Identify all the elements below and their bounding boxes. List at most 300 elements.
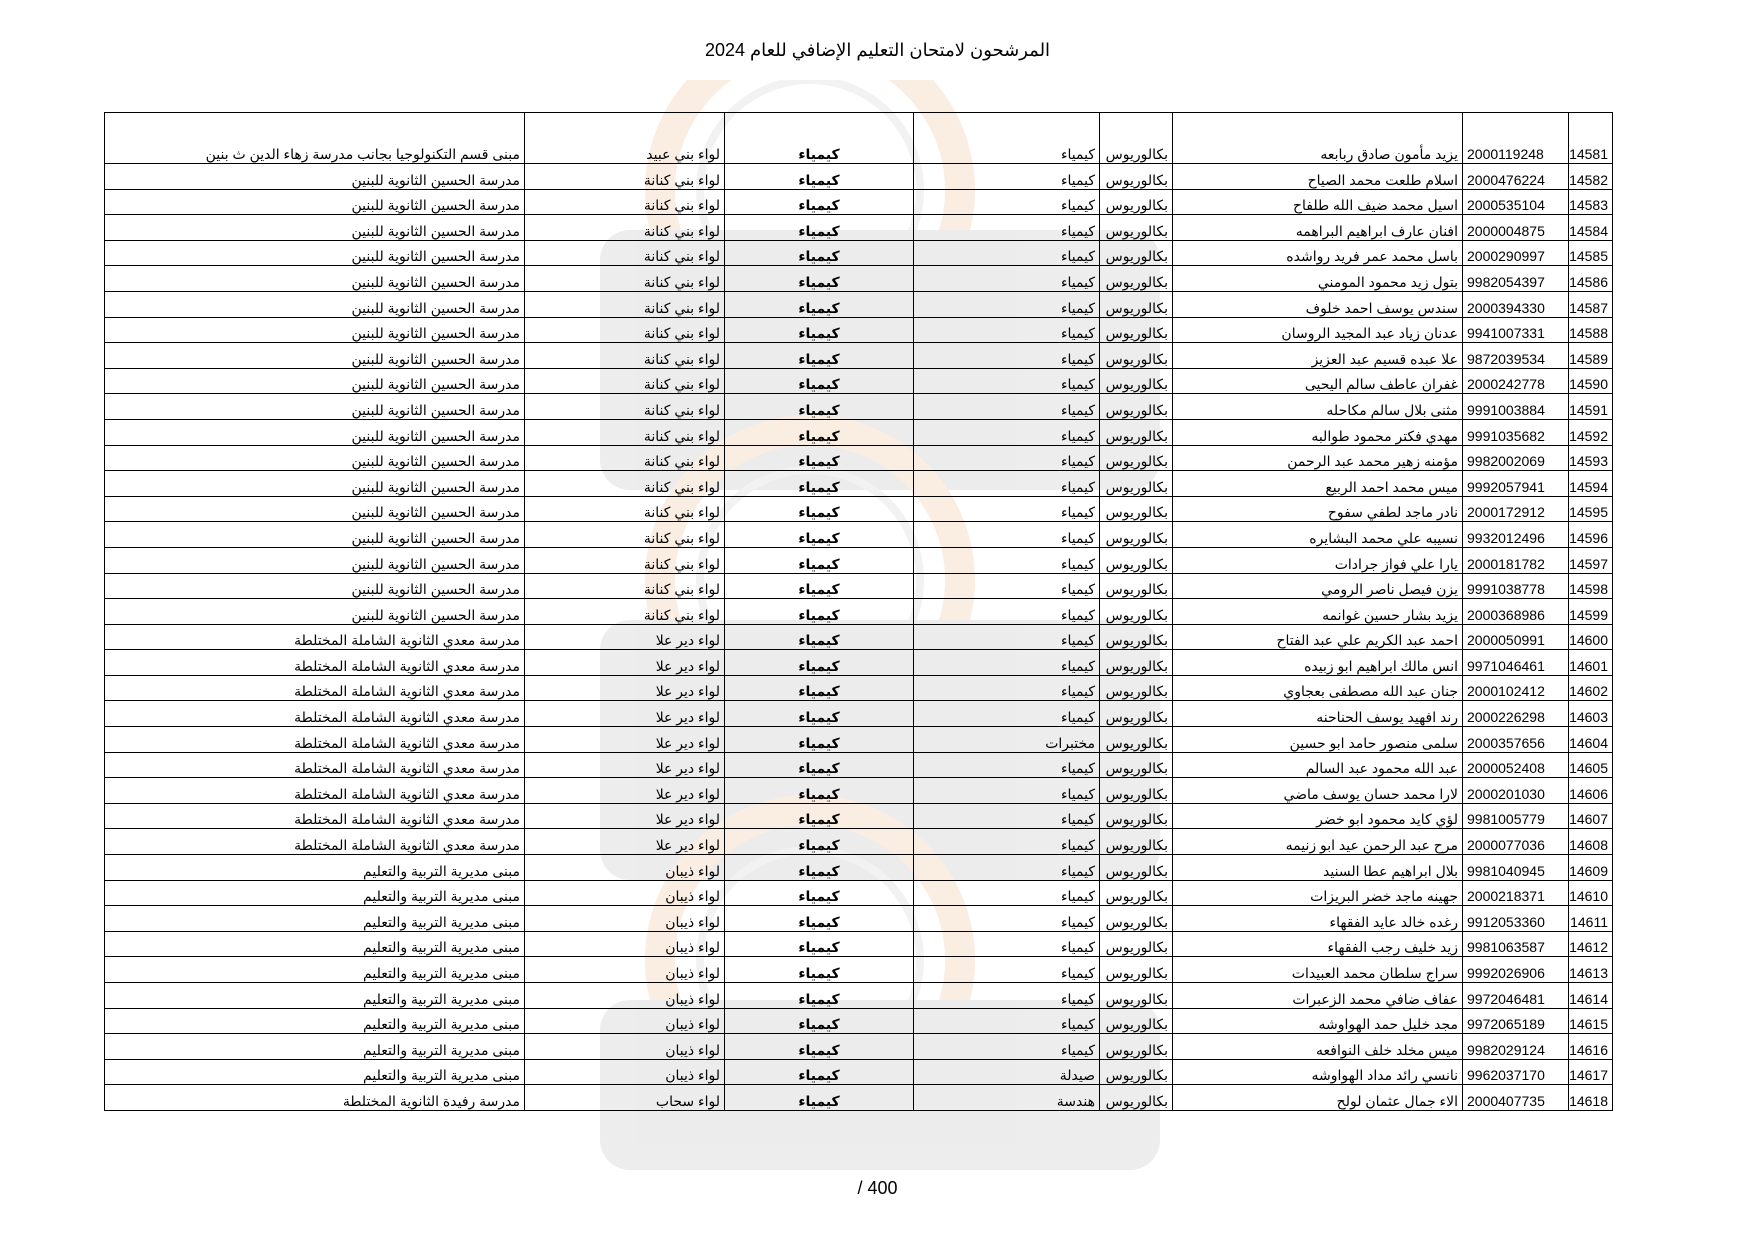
degree-cell: بكالوريوس xyxy=(1100,1059,1173,1085)
district-cell: لواء بني كنانة xyxy=(525,445,725,471)
specialization-cell: كيمياء xyxy=(914,471,1100,497)
name-cell: مثنى بلال سالم مكاحله xyxy=(1173,394,1463,420)
exam-hall-cell: مدرسة الحسين الثانوية للبنين xyxy=(105,471,525,497)
specialization-cell: كيمياء xyxy=(914,624,1100,650)
specialization-cell: كيمياء xyxy=(914,445,1100,471)
national-id-cell: 9982002069 xyxy=(1463,445,1569,471)
subject-cell: كيمياء xyxy=(725,368,914,394)
exam-hall-cell: مدرسة معدي الثانوية الشاملة المختلطة xyxy=(105,701,525,727)
table-row xyxy=(105,624,1613,650)
specialization-cell: كيمياء xyxy=(914,1008,1100,1034)
district-cell: لواء بني كنانة xyxy=(525,394,725,420)
name-cell: يزيد مأمون صادق ربابعه xyxy=(1173,113,1463,164)
subject-cell: كيمياء xyxy=(725,599,914,625)
subject-cell: كيمياء xyxy=(725,189,914,215)
table-row xyxy=(105,445,1613,471)
table-row xyxy=(105,368,1613,394)
national-id-cell: 2000535104 xyxy=(1463,189,1569,215)
degree-cell: بكالوريوس xyxy=(1100,419,1173,445)
subject-cell: كيمياء xyxy=(725,164,914,190)
name-cell: عبد الله محمود عبد السالم xyxy=(1173,752,1463,778)
degree-cell: بكالوريوس xyxy=(1100,778,1173,804)
name-cell: جهينه ماجد خضر البريزات xyxy=(1173,880,1463,906)
seq-cell: 14597 xyxy=(1569,547,1613,573)
table-row xyxy=(105,573,1613,599)
name-cell: عفاف ضافي محمد الزعبرات xyxy=(1173,983,1463,1009)
subject-cell: كيمياء xyxy=(725,547,914,573)
specialization-cell: كيمياء xyxy=(914,240,1100,266)
national-id-cell: 9992026906 xyxy=(1463,957,1569,983)
specialization-cell: كيمياء xyxy=(914,880,1100,906)
table-row xyxy=(105,419,1613,445)
table-row xyxy=(105,113,1613,164)
national-id-cell: 2000052408 xyxy=(1463,752,1569,778)
exam-hall-cell: مدرسة معدي الثانوية الشاملة المختلطة xyxy=(105,803,525,829)
national-id-cell: 2000476224 xyxy=(1463,164,1569,190)
table-row xyxy=(105,496,1613,522)
table-row xyxy=(105,1059,1613,1085)
seq-cell: 14616 xyxy=(1569,1034,1613,1060)
district-cell: لواء بني كنانة xyxy=(525,599,725,625)
seq-cell: 14605 xyxy=(1569,752,1613,778)
specialization-cell: صيدلة xyxy=(914,1059,1100,1085)
degree-cell: بكالوريوس xyxy=(1100,164,1173,190)
specialization-cell: كيمياء xyxy=(914,650,1100,676)
subject-cell: كيمياء xyxy=(725,650,914,676)
degree-cell: بكالوريوس xyxy=(1100,1008,1173,1034)
seq-cell: 14609 xyxy=(1569,855,1613,881)
national-id-cell: 9991003884 xyxy=(1463,394,1569,420)
specialization-cell: هندسة xyxy=(914,1085,1100,1111)
district-cell: لواء ذيبان xyxy=(525,983,725,1009)
district-cell: لواء ذيبان xyxy=(525,1034,725,1060)
subject-cell: كيمياء xyxy=(725,829,914,855)
table-row xyxy=(105,547,1613,573)
district-cell: لواء بني كنانة xyxy=(525,266,725,292)
national-id-cell: 2000242778 xyxy=(1463,368,1569,394)
specialization-cell: كيمياء xyxy=(914,368,1100,394)
seq-cell: 14589 xyxy=(1569,343,1613,369)
national-id-cell: 9992057941 xyxy=(1463,471,1569,497)
national-id-cell: 9872039534 xyxy=(1463,343,1569,369)
exam-hall-cell: مبنى مديرية التربية والتعليم xyxy=(105,1008,525,1034)
subject-cell: كيمياء xyxy=(725,803,914,829)
specialization-cell: كيمياء xyxy=(914,906,1100,932)
name-cell: باسل محمد عمر فريد رواشده xyxy=(1173,240,1463,266)
degree-cell: بكالوريوس xyxy=(1100,496,1173,522)
seq-cell: 14590 xyxy=(1569,368,1613,394)
national-id-cell: 2000119248 xyxy=(1463,113,1569,164)
name-cell: جنان عبد الله مصطفى بعجاوي xyxy=(1173,675,1463,701)
national-id-cell: 9962037170 xyxy=(1463,1059,1569,1085)
district-cell: لواء بني كنانة xyxy=(525,496,725,522)
exam-hall-cell: مدرسة معدي الثانوية الشاملة المختلطة xyxy=(105,727,525,753)
table-row xyxy=(105,752,1613,778)
name-cell: احمد عبد الكريم علي عبد الفتاح xyxy=(1173,624,1463,650)
exam-hall-cell: مبنى مديرية التربية والتعليم xyxy=(105,957,525,983)
exam-hall-cell: مبنى مديرية التربية والتعليم xyxy=(105,855,525,881)
table-row xyxy=(105,829,1613,855)
exam-hall-cell: مدرسة معدي الثانوية الشاملة المختلطة xyxy=(105,778,525,804)
degree-cell: بكالوريوس xyxy=(1100,803,1173,829)
name-cell: مؤمنه زهير محمد عبد الرحمن xyxy=(1173,445,1463,471)
specialization-cell: كيمياء xyxy=(914,113,1100,164)
degree-cell: بكالوريوس xyxy=(1100,650,1173,676)
national-id-cell: 2000172912 xyxy=(1463,496,1569,522)
degree-cell: بكالوريوس xyxy=(1100,931,1173,957)
national-id-cell: 9972046481 xyxy=(1463,983,1569,1009)
degree-cell: بكالوريوس xyxy=(1100,215,1173,241)
district-cell: لواء سحاب xyxy=(525,1085,725,1111)
degree-cell: بكالوريوس xyxy=(1100,547,1173,573)
national-id-cell: 9972065189 xyxy=(1463,1008,1569,1034)
specialization-cell: كيمياء xyxy=(914,855,1100,881)
name-cell: مهدي فكتر محمود طوالبه xyxy=(1173,419,1463,445)
national-id-cell: 2000201030 xyxy=(1463,778,1569,804)
degree-cell: بكالوريوس xyxy=(1100,727,1173,753)
district-cell: لواء دير علا xyxy=(525,778,725,804)
subject-cell: كيمياء xyxy=(725,240,914,266)
seq-cell: 14598 xyxy=(1569,573,1613,599)
exam-hall-cell: مدرسة الحسين الثانوية للبنين xyxy=(105,317,525,343)
exam-hall-cell: مدرسة معدي الثانوية الشاملة المختلطة xyxy=(105,829,525,855)
name-cell: سندس يوسف احمد خلوف xyxy=(1173,291,1463,317)
seq-cell: 14615 xyxy=(1569,1008,1613,1034)
name-cell: الاء جمال عثمان لولح xyxy=(1173,1085,1463,1111)
national-id-cell: 9981063587 xyxy=(1463,931,1569,957)
exam-hall-cell: مبنى مديرية التربية والتعليم xyxy=(105,1059,525,1085)
subject-cell: كيمياء xyxy=(725,343,914,369)
degree-cell: بكالوريوس xyxy=(1100,266,1173,292)
subject-cell: كيمياء xyxy=(725,419,914,445)
seq-cell: 14604 xyxy=(1569,727,1613,753)
name-cell: بتول زيد محمود المومني xyxy=(1173,266,1463,292)
degree-cell: بكالوريوس xyxy=(1100,1034,1173,1060)
table-row xyxy=(105,164,1613,190)
name-cell: زيد خليف رجب الفقهاء xyxy=(1173,931,1463,957)
specialization-cell: كيمياء xyxy=(914,829,1100,855)
name-cell: علا عبده قسيم عبد العزيز xyxy=(1173,343,1463,369)
seq-cell: 14595 xyxy=(1569,496,1613,522)
name-cell: ميس مخلد خلف النوافعه xyxy=(1173,1034,1463,1060)
national-id-cell: 2000218371 xyxy=(1463,880,1569,906)
seq-cell: 14613 xyxy=(1569,957,1613,983)
national-id-cell: 2000407735 xyxy=(1463,1085,1569,1111)
specialization-cell: كيمياء xyxy=(914,266,1100,292)
district-cell: لواء ذيبان xyxy=(525,855,725,881)
name-cell: نسيبه علي محمد البشايره xyxy=(1173,522,1463,548)
name-cell: مرح عبد الرحمن عيد ابو زنيمه xyxy=(1173,829,1463,855)
candidates-table xyxy=(104,112,1613,1111)
subject-cell: كيمياء xyxy=(725,317,914,343)
district-cell: لواء دير علا xyxy=(525,803,725,829)
seq-cell: 14607 xyxy=(1569,803,1613,829)
name-cell: ميس محمد احمد الربيع xyxy=(1173,471,1463,497)
degree-cell: بكالوريوس xyxy=(1100,1085,1173,1111)
seq-cell: 14601 xyxy=(1569,650,1613,676)
exam-hall-cell: مبنى مديرية التربية والتعليم xyxy=(105,983,525,1009)
table-row xyxy=(105,1085,1613,1111)
district-cell: لواء بني كنانة xyxy=(525,291,725,317)
seq-cell: 14588 xyxy=(1569,317,1613,343)
seq-cell: 14582 xyxy=(1569,164,1613,190)
subject-cell: كيمياء xyxy=(725,957,914,983)
subject-cell: كيمياء xyxy=(725,701,914,727)
district-cell: لواء بني كنانة xyxy=(525,368,725,394)
exam-hall-cell: مدرسة الحسين الثانوية للبنين xyxy=(105,496,525,522)
district-cell: لواء دير علا xyxy=(525,675,725,701)
seq-cell: 14593 xyxy=(1569,445,1613,471)
seq-cell: 14603 xyxy=(1569,701,1613,727)
national-id-cell: 2000226298 xyxy=(1463,701,1569,727)
table-row xyxy=(105,701,1613,727)
national-id-cell: 9941007331 xyxy=(1463,317,1569,343)
exam-hall-cell: مدرسة معدي الثانوية الشاملة المختلطة xyxy=(105,624,525,650)
seq-cell: 14592 xyxy=(1569,419,1613,445)
degree-cell: بكالوريوس xyxy=(1100,701,1173,727)
national-id-cell: 2000368986 xyxy=(1463,599,1569,625)
name-cell: يزيد بشار حسين غوانمه xyxy=(1173,599,1463,625)
exam-hall-cell: مدرسة الحسين الثانوية للبنين xyxy=(105,189,525,215)
exam-hall-cell: مدرسة الحسين الثانوية للبنين xyxy=(105,394,525,420)
exam-hall-cell: مدرسة الحسين الثانوية للبنين xyxy=(105,266,525,292)
table-row xyxy=(105,599,1613,625)
subject-cell: كيمياء xyxy=(725,752,914,778)
seq-cell: 14596 xyxy=(1569,522,1613,548)
degree-cell: بكالوريوس xyxy=(1100,829,1173,855)
specialization-cell: كيمياء xyxy=(914,343,1100,369)
specialization-cell: كيمياء xyxy=(914,547,1100,573)
national-id-cell: 9991035682 xyxy=(1463,419,1569,445)
seq-cell: 14610 xyxy=(1569,880,1613,906)
name-cell: نادر ماجد لطفي سفوح xyxy=(1173,496,1463,522)
table-row xyxy=(105,291,1613,317)
seq-cell: 14606 xyxy=(1569,778,1613,804)
subject-cell: كيمياء xyxy=(725,471,914,497)
name-cell: يارا علي فواز جرادات xyxy=(1173,547,1463,573)
seq-cell: 14587 xyxy=(1569,291,1613,317)
subject-cell: كيمياء xyxy=(725,291,914,317)
subject-cell: كيمياء xyxy=(725,1085,914,1111)
page-title: المرشحون لامتحان التعليم الإضافي للعام 2024 xyxy=(704,40,1051,60)
degree-cell: بكالوريوس xyxy=(1100,317,1173,343)
exam-hall-cell: مدرسة الحسين الثانوية للبنين xyxy=(105,573,525,599)
name-cell: سلمى منصور حامد ابو حسين xyxy=(1173,727,1463,753)
subject-cell: كيمياء xyxy=(725,1059,914,1085)
seq-cell: 14600 xyxy=(1569,624,1613,650)
table-row xyxy=(105,778,1613,804)
national-id-cell: 9971046461 xyxy=(1463,650,1569,676)
district-cell: لواء بني كنانة xyxy=(525,240,725,266)
subject-cell: كيمياء xyxy=(725,983,914,1009)
degree-cell: بكالوريوس xyxy=(1100,957,1173,983)
district-cell: لواء ذيبان xyxy=(525,957,725,983)
district-cell: لواء دير علا xyxy=(525,650,725,676)
district-cell: لواء بني عبيد xyxy=(525,113,725,164)
table-row xyxy=(105,727,1613,753)
district-cell: لواء دير علا xyxy=(525,701,725,727)
subject-cell: كيمياء xyxy=(725,1034,914,1060)
district-cell: لواء دير علا xyxy=(525,624,725,650)
seq-cell: 14602 xyxy=(1569,675,1613,701)
name-cell: اسيل محمد ضيف الله طلفاح xyxy=(1173,189,1463,215)
exam-hall-cell: مدرسة الحسين الثانوية للبنين xyxy=(105,445,525,471)
seq-cell: 14608 xyxy=(1569,829,1613,855)
name-cell: غفران عاطف سالم اليحيى xyxy=(1173,368,1463,394)
name-cell: نانسي رائد مداد الهواوشه xyxy=(1173,1059,1463,1085)
specialization-cell: كيمياء xyxy=(914,164,1100,190)
district-cell: لواء بني كنانة xyxy=(525,522,725,548)
exam-hall-cell: مبنى قسم التكنولوجيا بجانب مدرسة زهاء الدين ث بنين xyxy=(105,113,525,164)
national-id-cell: 2000077036 xyxy=(1463,829,1569,855)
national-id-cell: 2000050991 xyxy=(1463,624,1569,650)
exam-hall-cell: مدرسة الحسين الثانوية للبنين xyxy=(105,343,525,369)
table-row xyxy=(105,880,1613,906)
national-id-cell: 9982054397 xyxy=(1463,266,1569,292)
degree-cell: بكالوريوس xyxy=(1100,113,1173,164)
subject-cell: كيمياء xyxy=(725,394,914,420)
district-cell: لواء بني كنانة xyxy=(525,471,725,497)
specialization-cell: كيمياء xyxy=(914,983,1100,1009)
national-id-cell: 9981040945 xyxy=(1463,855,1569,881)
name-cell: رند افهيد يوسف الحناحنه xyxy=(1173,701,1463,727)
table-row xyxy=(105,931,1613,957)
national-id-cell: 2000357656 xyxy=(1463,727,1569,753)
specialization-cell: كيمياء xyxy=(914,803,1100,829)
subject-cell: كيمياء xyxy=(725,113,914,164)
national-id-cell: 2000394330 xyxy=(1463,291,1569,317)
subject-cell: كيمياء xyxy=(725,931,914,957)
name-cell: اسلام طلعت محمد الصياح xyxy=(1173,164,1463,190)
degree-cell: بكالوريوس xyxy=(1100,445,1173,471)
name-cell: مجد خليل حمد الهواوشه xyxy=(1173,1008,1463,1034)
seq-cell: 14612 xyxy=(1569,931,1613,957)
table-row xyxy=(105,266,1613,292)
seq-cell: 14581 xyxy=(1569,113,1613,164)
specialization-cell: كيمياء xyxy=(914,522,1100,548)
subject-cell: كيمياء xyxy=(725,675,914,701)
name-cell: لارا محمد حسان يوسف ماضي xyxy=(1173,778,1463,804)
candidates-table-container xyxy=(104,112,1612,1111)
subject-cell: كيمياء xyxy=(725,215,914,241)
page-number: / 400 xyxy=(857,1178,898,1198)
degree-cell: بكالوريوس xyxy=(1100,471,1173,497)
specialization-cell: كيمياء xyxy=(914,496,1100,522)
national-id-cell: 9982029124 xyxy=(1463,1034,1569,1060)
table-row xyxy=(105,317,1613,343)
seq-cell: 14618 xyxy=(1569,1085,1613,1111)
specialization-cell: كيمياء xyxy=(914,675,1100,701)
seq-cell: 14614 xyxy=(1569,983,1613,1009)
specialization-cell: كيمياء xyxy=(914,215,1100,241)
subject-cell: كيمياء xyxy=(725,855,914,881)
national-id-cell: 9991038778 xyxy=(1463,573,1569,599)
degree-cell: بكالوريوس xyxy=(1100,368,1173,394)
seq-cell: 14599 xyxy=(1569,599,1613,625)
seq-cell: 14583 xyxy=(1569,189,1613,215)
degree-cell: بكالوريوس xyxy=(1100,752,1173,778)
district-cell: لواء بني كنانة xyxy=(525,343,725,369)
subject-cell: كيمياء xyxy=(725,906,914,932)
specialization-cell: كيمياء xyxy=(914,778,1100,804)
subject-cell: كيمياء xyxy=(725,445,914,471)
specialization-cell: كيمياء xyxy=(914,317,1100,343)
table-row xyxy=(105,1008,1613,1034)
specialization-cell: كيمياء xyxy=(914,394,1100,420)
exam-hall-cell: مبنى مديرية التربية والتعليم xyxy=(105,880,525,906)
specialization-cell: كيمياء xyxy=(914,419,1100,445)
district-cell: لواء دير علا xyxy=(525,829,725,855)
subject-cell: كيمياء xyxy=(725,522,914,548)
table-row xyxy=(105,189,1613,215)
national-id-cell: 2000004875 xyxy=(1463,215,1569,241)
subject-cell: كيمياء xyxy=(725,880,914,906)
subject-cell: كيمياء xyxy=(725,727,914,753)
degree-cell: بكالوريوس xyxy=(1100,855,1173,881)
table-row xyxy=(105,675,1613,701)
name-cell: سراج سلطان محمد العبيدات xyxy=(1173,957,1463,983)
district-cell: لواء دير علا xyxy=(525,752,725,778)
district-cell: لواء بني كنانة xyxy=(525,215,725,241)
subject-cell: كيمياء xyxy=(725,624,914,650)
table-row xyxy=(105,803,1613,829)
degree-cell: بكالوريوس xyxy=(1100,291,1173,317)
degree-cell: بكالوريوس xyxy=(1100,394,1173,420)
table-row xyxy=(105,983,1613,1009)
table-row xyxy=(105,240,1613,266)
subject-cell: كيمياء xyxy=(725,778,914,804)
district-cell: لواء بني كنانة xyxy=(525,419,725,445)
exam-hall-cell: مدرسة معدي الثانوية الشاملة المختلطة xyxy=(105,675,525,701)
degree-cell: بكالوريوس xyxy=(1100,522,1173,548)
table-row xyxy=(105,471,1613,497)
table-row xyxy=(105,650,1613,676)
seq-cell: 14611 xyxy=(1569,906,1613,932)
exam-hall-cell: مدرسة الحسين الثانوية للبنين xyxy=(105,215,525,241)
exam-hall-cell: مبنى مديرية التربية والتعليم xyxy=(105,906,525,932)
table-row xyxy=(105,215,1613,241)
specialization-cell: مختبرات xyxy=(914,727,1100,753)
table-row xyxy=(105,343,1613,369)
seq-cell: 14585 xyxy=(1569,240,1613,266)
table-row xyxy=(105,957,1613,983)
seq-cell: 14584 xyxy=(1569,215,1613,241)
specialization-cell: كيمياء xyxy=(914,701,1100,727)
district-cell: لواء بني كنانة xyxy=(525,189,725,215)
district-cell: لواء ذيبان xyxy=(525,931,725,957)
degree-cell: بكالوريوس xyxy=(1100,906,1173,932)
specialization-cell: كيمياء xyxy=(914,189,1100,215)
specialization-cell: كيمياء xyxy=(914,957,1100,983)
name-cell: انس مالك ابراهيم ابو زبيده xyxy=(1173,650,1463,676)
specialization-cell: كيمياء xyxy=(914,1034,1100,1060)
subject-cell: كيمياء xyxy=(725,573,914,599)
district-cell: لواء دير علا xyxy=(525,727,725,753)
exam-hall-cell: مدرسة الحسين الثانوية للبنين xyxy=(105,240,525,266)
exam-hall-cell: مدرسة الحسين الثانوية للبنين xyxy=(105,419,525,445)
seq-cell: 14586 xyxy=(1569,266,1613,292)
national-id-cell: 2000181782 xyxy=(1463,547,1569,573)
degree-cell: بكالوريوس xyxy=(1100,189,1173,215)
specialization-cell: كيمياء xyxy=(914,291,1100,317)
district-cell: لواء ذيبان xyxy=(525,906,725,932)
district-cell: لواء ذيبان xyxy=(525,1059,725,1085)
specialization-cell: كيمياء xyxy=(914,573,1100,599)
exam-hall-cell: مدرسة الحسين الثانوية للبنين xyxy=(105,164,525,190)
subject-cell: كيمياء xyxy=(725,266,914,292)
exam-hall-cell: مدرسة الحسين الثانوية للبنين xyxy=(105,368,525,394)
degree-cell: بكالوريوس xyxy=(1100,624,1173,650)
